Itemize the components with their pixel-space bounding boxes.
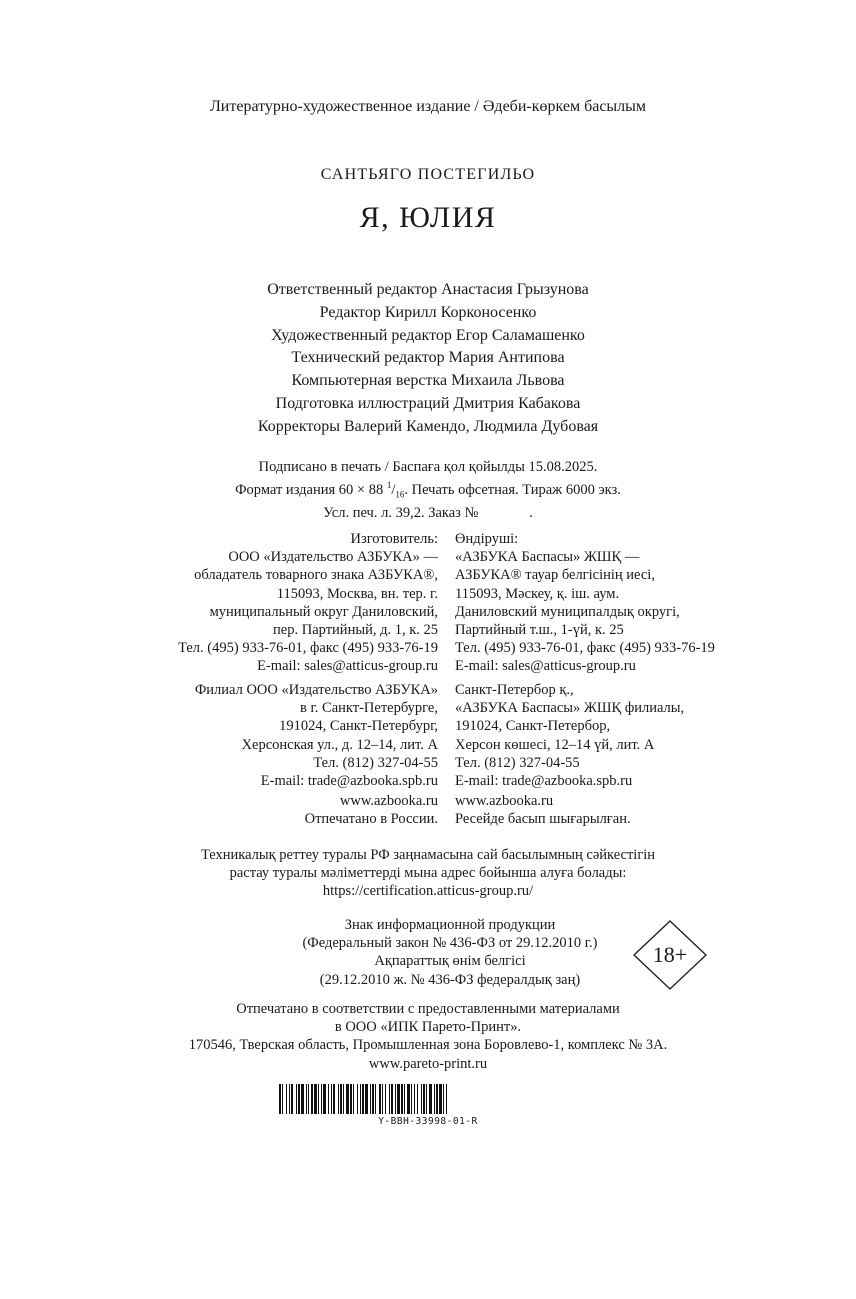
- branch-kz: [455, 681, 684, 790]
- barcode-bar: [382, 1084, 383, 1114]
- credit-line: Технический редактор Мария Антипова: [291, 349, 565, 367]
- sheets-line: Усл. печ. л. 39,2. Заказ № .: [323, 505, 533, 522]
- barcode-bar: [340, 1084, 342, 1114]
- print-info: [0, 458, 856, 522]
- barcode-bar: [323, 1084, 326, 1114]
- barcode-bar: [350, 1084, 352, 1114]
- branch-ru-line: 191024, Санкт-Петербург,: [279, 718, 438, 735]
- barcode-bar: [423, 1084, 425, 1114]
- barcode-bar: [343, 1084, 344, 1114]
- barcode-bar: [379, 1084, 381, 1114]
- branch-ru-line: Тел. (812) 327-04-55: [313, 754, 438, 771]
- age-rating-badge: [633, 920, 707, 990]
- barcode-bar: [414, 1084, 415, 1114]
- credit-line: Ответственный редактор Анастасия Грызунова: [267, 281, 589, 298]
- manufacturer-ru-line: 115093, Москва, вн. тер. г.: [276, 585, 438, 602]
- barcode-bar: [429, 1084, 432, 1114]
- manufacturer-kz-line: 115093, Мәскеу, қ. іш. аум.: [455, 585, 620, 602]
- barcode-bar: [407, 1084, 410, 1114]
- info-sign-line: (29.12.2010 ж. № 436-ФЗ федералдық заң): [319, 971, 581, 988]
- manufacturer-kz-line: E-mail: sales@atticus-group.ru: [455, 658, 636, 675]
- credit-line: Подготовка иллюстраций Дмитрия Кабакова: [275, 394, 581, 412]
- credit-line: Компьютерная верстка Михаила Львова: [291, 372, 565, 390]
- format-line: Формат издания 60 × 88 $^1/_{16}$. Печать офсетная. Тираж 6000 экз.: [235, 480, 621, 500]
- format-numerator: 1: [386, 480, 392, 491]
- manufacturer-kz-line: Өндіруші:: [455, 531, 519, 547]
- barcode-bar: [391, 1084, 393, 1114]
- barcode-bar: [434, 1084, 435, 1114]
- credit-line: Редактор Кирилл Корконосенко: [319, 303, 537, 321]
- barcode-bar: [321, 1084, 322, 1114]
- branch-kz-line: Херсон көшесі, 12–14 үй, лит. А: [455, 736, 655, 753]
- barcode-bar: [291, 1084, 293, 1114]
- certification-line: растау туралы мәліметтерді мына адрес бойынша алуға болады:: [229, 865, 627, 882]
- manufacturer-ru: [178, 530, 438, 676]
- manufacturer-kz-line: АЗБУКА® тауар белгісінің иесі,: [455, 567, 655, 584]
- branch-kz-line: E-mail: trade@azbooka.spb.ru: [455, 773, 633, 790]
- age-rating-label: 18+: [652, 942, 688, 967]
- book-title: Я, ЮЛИЯ: [359, 201, 497, 234]
- genre-line: Литературно-художественное издание / Әдеби-көркем басылым: [209, 98, 647, 115]
- barcode-bar: [308, 1084, 309, 1114]
- manufacturer-ru-line: E-mail: sales@atticus-group.ru: [257, 658, 438, 675]
- format-prefix: Формат издания 60 × 88: [235, 482, 387, 499]
- barcode-bar: [311, 1084, 313, 1114]
- barcode-bar: [298, 1084, 300, 1114]
- manufacturer-ru-line: пер. Партийный, д. 1, к. 25: [273, 622, 438, 639]
- branch-kz-line: 191024, Санкт-Петербор,: [455, 718, 611, 735]
- branch-ru-line: в г. Санкт-Петербурге,: [300, 700, 438, 717]
- barcode-bar: [439, 1084, 442, 1114]
- format-denominator: 16: [395, 489, 405, 500]
- manufacturer-ru-line: муниципальный округ Даниловский,: [209, 603, 438, 620]
- barcode-bar: [365, 1084, 368, 1114]
- printed-in-ru: Отпечатано в России.: [304, 811, 438, 828]
- signed-date: Подписано в печать / Баспаға қол қойылды 15.08.2025.: [258, 459, 598, 475]
- branch-ru-line: E-mail: trade@azbooka.spb.ru: [260, 773, 438, 790]
- barcode-bar: [360, 1084, 361, 1114]
- barcode-bar: [417, 1084, 418, 1114]
- barcode-bar: [436, 1084, 438, 1114]
- manufacturer-kz-line: Партийный т.ш., 1-үй, к. 25: [455, 622, 624, 639]
- barcode-bar: [286, 1084, 287, 1114]
- footer-kz: [455, 792, 631, 828]
- credit-line: Корректоры Валерий Камендо, Людмила Дубовая: [257, 417, 599, 435]
- credits-list: [0, 279, 856, 439]
- branch-ru-line: Херсонская ул., д. 12–14, лит. А: [241, 736, 438, 753]
- credit-line: Художественный редактор Егор Саламашенко: [271, 326, 585, 344]
- certification-line: Техникалық реттеу туралы РФ заңнамасына сай басылымның сәйкестігін: [200, 847, 656, 863]
- barcode-bar: [296, 1084, 297, 1114]
- barcode-bar: [389, 1084, 390, 1114]
- manufacturer-ru-line: обладатель товарного знака АЗБУКА®,: [194, 567, 438, 584]
- info-sign-line: Знак информационной продукции: [344, 917, 556, 933]
- website-kz: www.azbooka.ru: [455, 793, 554, 809]
- barcode-bar: [314, 1084, 317, 1114]
- barcode-bar: [443, 1084, 444, 1114]
- branch-kz-line: Тел. (812) 327-04-55: [455, 754, 580, 771]
- barcode-bar: [331, 1084, 332, 1114]
- certification-note: [0, 846, 856, 901]
- barcode-bar: [318, 1084, 319, 1114]
- certification-url: https://certification.atticus-group.ru/: [322, 883, 534, 900]
- barcode-bar: [353, 1084, 354, 1114]
- manufacturer-kz: [455, 530, 715, 676]
- barcode-bar: [372, 1084, 374, 1114]
- barcode-code: Y-BBH-33998-01-R: [378, 1116, 478, 1127]
- barcode-bar: [395, 1084, 396, 1114]
- barcode-bar: [282, 1084, 283, 1114]
- manufacturer-ru-line: Тел. (495) 933-76-01, факс (495) 933-76-19: [178, 640, 438, 657]
- barcode-bar: [385, 1084, 386, 1114]
- barcode-bar: [411, 1084, 412, 1114]
- barcode-bar: [362, 1084, 364, 1114]
- branch-ru-line: Филиал ООО «Издательство АЗБУКА»: [194, 682, 438, 698]
- barcode-bar: [370, 1084, 371, 1114]
- barcode-bar: [421, 1084, 422, 1114]
- branch-kz-line: «АЗБУКА Баспасы» ЖШҚ филиалы,: [455, 700, 685, 717]
- barcode-bar: [375, 1084, 376, 1114]
- printer-website: www.pareto-print.ru: [368, 1055, 488, 1072]
- info-sign-line: (Федеральный закон № 436-ФЗ от 29.12.2010 г.): [302, 935, 598, 952]
- website-ru: www.azbooka.ru: [339, 793, 438, 809]
- printer-info: [0, 1000, 856, 1073]
- barcode-bar: [357, 1084, 358, 1114]
- barcode-bar: [397, 1084, 400, 1114]
- format-suffix: . Печать офсетная. Тираж 6000 экз.: [404, 482, 621, 499]
- barcode-bar: [446, 1084, 447, 1114]
- barcode-icon: [279, 1084, 609, 1114]
- manufacturer-kz-line: «АЗБУКА Баспасы» ЖШҚ —: [455, 549, 640, 566]
- barcode-bar: [404, 1084, 405, 1114]
- info-sign-text: [210, 916, 690, 989]
- barcode-bar: [289, 1084, 290, 1114]
- barcode-bar: [338, 1084, 339, 1114]
- barcode-bar: [328, 1084, 329, 1114]
- printer-line: в ООО «ИПК Парето-Принт».: [334, 1019, 522, 1036]
- printed-in-kz: Ресейде басып шығарылған.: [455, 811, 631, 828]
- manufacturer-kz-line: Даниловский муниципалдық округі,: [455, 603, 680, 620]
- barcode-bar: [426, 1084, 427, 1114]
- barcode-bar: [301, 1084, 304, 1114]
- barcode-bar: [306, 1084, 307, 1114]
- manufacturer-ru-line: ООО «Издательство АЗБУКА» —: [228, 549, 438, 566]
- barcode-bar: [279, 1084, 281, 1114]
- barcode-bar: [346, 1084, 349, 1114]
- manufacturer-ru-line: Изготовитель:: [350, 531, 438, 547]
- branch-kz-line: Санкт-Петербор қ.,: [455, 682, 574, 698]
- author-name: САНТЬЯГО ПОСТЕГИЛЬО: [320, 166, 536, 183]
- info-sign-line: Ақпараттық өнім белгісі: [374, 953, 526, 970]
- barcode-bar: [333, 1084, 335, 1114]
- printer-address: 170546, Тверская область, Промышленная зона Боровлево-1, комплекс № 3А.: [188, 1037, 668, 1054]
- manufacturer-kz-line: Тел. (495) 933-76-01, факс (495) 933-76-19: [455, 640, 715, 657]
- barcode-bar: [401, 1084, 403, 1114]
- printer-line: Отпечатано в соответствии с предоставленными материалами: [236, 1001, 620, 1017]
- footer-ru: [305, 792, 438, 828]
- branch-ru: [195, 681, 438, 790]
